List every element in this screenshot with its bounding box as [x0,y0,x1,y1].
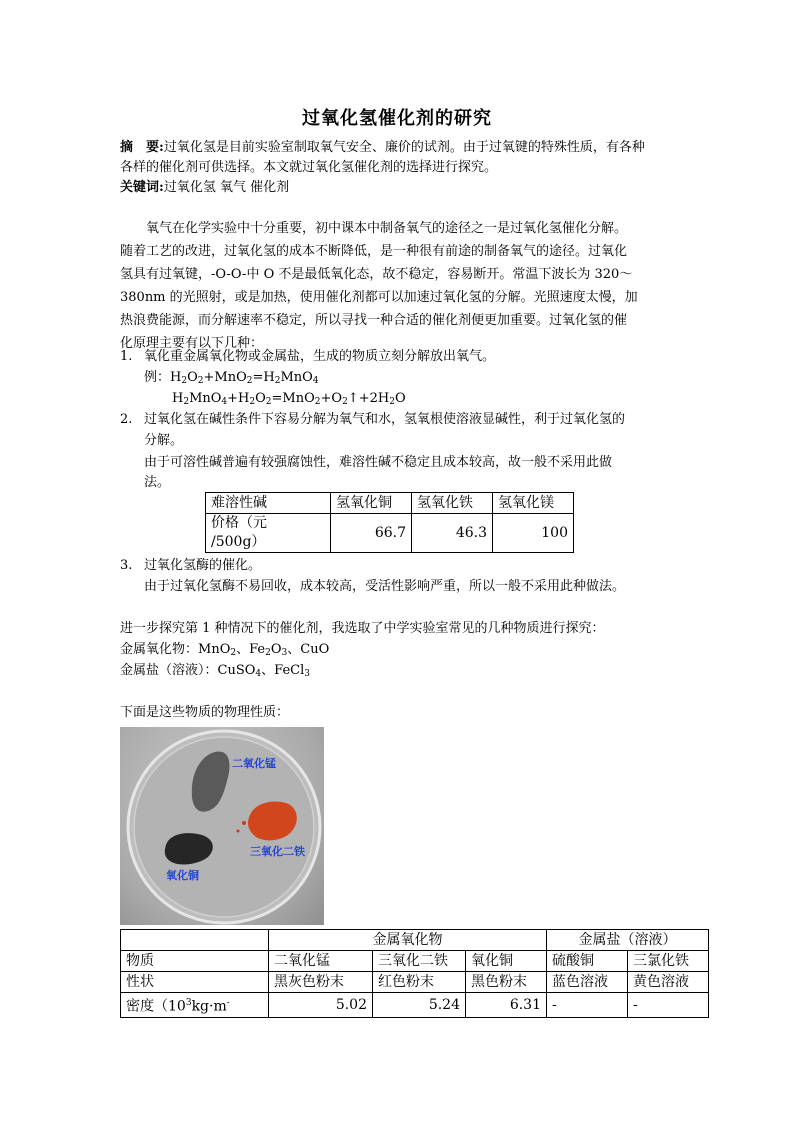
table-row-label: 密度（$10^3kg\cdot m^-$ [121,993,269,1018]
table-row [206,514,574,553]
further-oxides: 金属氧化物：MnO$_2$、$Fe_2O_3$、CuO [120,642,330,658]
table-cell: 氧化铜 [466,951,547,972]
table-row [121,993,709,1018]
item-2-line-1: 过氧化氢在碱性条件下容易分解为氧气和水，氢氧根使溶液显碱性，利于过氧化氢的 [144,412,626,427]
item-1-number: 1. [120,349,133,364]
base-price-table [205,492,574,553]
table-cell: 二氧化锰 [269,951,373,972]
item-2-line-2: 分解。 [144,433,184,448]
table-cell: 46.3 [412,514,493,553]
properties-intro: 下面是这些物质的物理性质： [120,705,290,720]
table-cell: 5.02 [269,993,373,1018]
keywords-label: 关键词: [120,180,164,195]
table-group-header: 金属盐（溶液） [547,930,709,951]
page-title: 过氧化氢催化剂的研究 [302,108,492,129]
table-cell: 黑灰色粉末 [269,972,373,993]
table-cell [121,930,269,951]
item-1-text: 氧化重金属氧化物或金属盐，生成的物质立刻分解放出氧气。 [144,349,496,364]
photo-label-cuo: 氧化铜 [166,869,199,882]
table-row-label: 价格（元 /500g） [206,514,331,553]
item-2-line-3: 由于可溶性碱普遍有较强腐蚀性，难溶性碱不稳定且成本较高，故一般不采用此做 [144,455,613,470]
table-cell: 6.31 [466,993,547,1018]
further-line-1: 进一步探究第 1 种情况下的催化剂，我选取了中学实验室常见的几种物质进行探究： [120,621,605,636]
table-cell: - [628,993,709,1018]
item-3-line-2: 由于过氧化氢酶不易回收，成本较高，受活性影响严重，所以一般不采用此种做法。 [144,579,626,594]
table-cell: 三氧化二铁 [373,951,466,972]
abstract-line-1 [120,138,645,158]
table-cell: 三氯化铁 [628,951,709,972]
table-cell: 红色粉末 [373,972,466,993]
table-row [121,972,709,993]
intro-line-2: 随着工艺的改进，过氧化氢的成本不断降低，是一种很有前途的制备氧气的途径。过氧化 [120,244,628,259]
item-3-number: 3. [120,558,133,573]
keywords-text: 过氧化氢 氧气 催化剂 [163,180,290,195]
item-3-line-1: 过氧化氢酶的催化。 [144,558,262,573]
table-row [121,930,709,951]
table-group-header: 金属氧化物 [269,930,547,951]
intro-line-1: 氧气在化学实验中十分重要，初中课本中制备氧气的途径之一是过氧化氢催化分解。 [120,221,628,236]
abstract-line-2: 各样的催化剂可供选择。本文就过氧化氢催化剂的选择进行探究。 [120,160,498,175]
item-2-number: 2. [120,412,133,427]
keywords-line [120,178,289,198]
item-1-equation-1: 例：$H_2O_2+MnO_2=H_2MnO_4$ [144,370,319,386]
intro-line-5: 热浪费能源，而分解速率不稳定，所以寻找一种合适的催化剂便更加重要。过氧化氢的催 [120,313,628,328]
table-cell: 黄色溶液 [628,972,709,993]
abstract-text-1: 过氧化氢是目前实验室制取氧气安全、廉价的试剂。由于过氧键的特殊性质，有各种 [163,140,645,155]
table-cell: - [547,993,628,1018]
further-salts: 金属盐（溶液）：CuSO$_4$、FeCl$_3$ [120,663,310,679]
intro-line-4: 380nm 的光照射，或是加热，使用催化剂都可以加速过氧化氢的分解。光照速度太慢，加 [120,290,638,305]
item-1-equation-2: $H_2MnO_4+H_2O_2=MnO_2+O_2↑+2H_2O$ [172,391,406,407]
item-2-line-4: 法。 [144,475,171,490]
fe2o3-speck [242,821,246,825]
table-cell: 黑色粉末 [466,972,547,993]
table-cell: 100 [493,514,574,553]
table-cell: 蓝色溶液 [547,972,628,993]
photo-label-mno2: 二氧化锰 [232,757,276,770]
fe2o3-speck [237,830,240,833]
table-header-cell: 氢氧化铁 [412,493,493,514]
table-header-cell: 难溶性碱 [206,493,331,514]
table-cell: 硫酸铜 [547,951,628,972]
table-cell: 物质 [121,951,269,972]
table-row [206,493,574,514]
physical-properties-table [120,929,709,1018]
intro-line-3: 氢具有过氧键，-O-O-中 O 不是最低氧化态，故不稳定，容易断开。常温下波长为 320～ [120,267,633,282]
petri-dish-illustration [120,727,324,925]
table-cell: 5.24 [373,993,466,1018]
table-header-cell: 氢氧化镁 [493,493,574,514]
table-cell: 66.7 [331,514,412,553]
petri-dish-photo [120,727,324,925]
photo-label-fe2o3: 三氧化二铁 [250,845,305,858]
table-cell: 性状 [121,972,269,993]
table-row [121,951,709,972]
intro-line-6: 化原理主要有以下几种： [120,336,264,351]
abstract-label: 摘 要: [120,140,164,155]
table-header-cell: 氢氧化铜 [331,493,412,514]
